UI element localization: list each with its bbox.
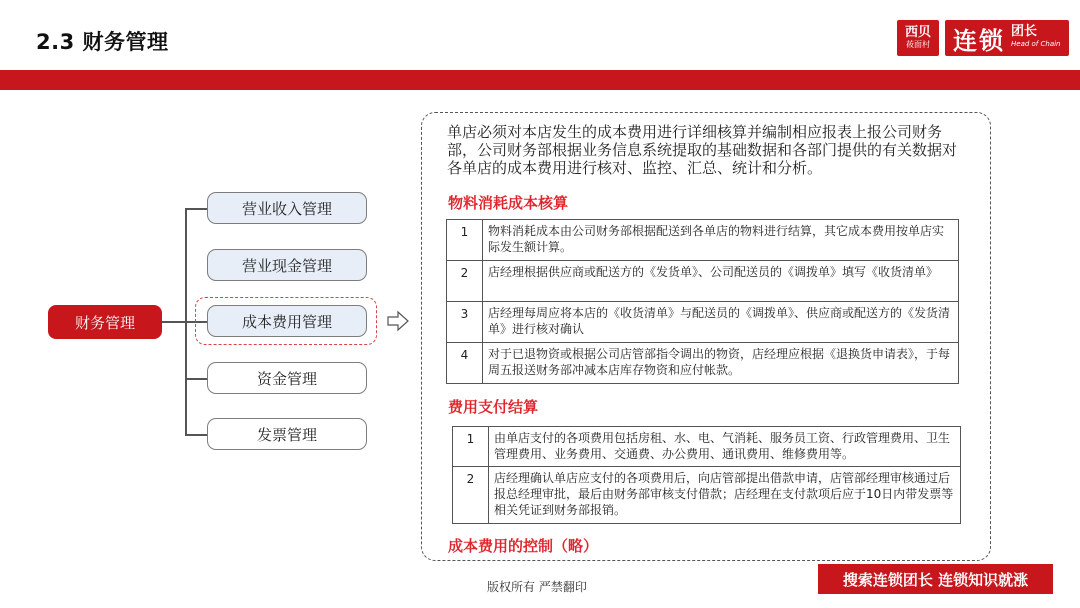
brand-logo [897,20,1069,56]
row-text: 物料消耗成本由公司财务部根据配送到各单店的物料进行结算，其它成本费用按单店实际发生额计算。 [483,220,959,261]
row-number: 1 [453,427,489,467]
connector-1 [185,208,207,210]
row-number: 2 [447,261,483,302]
tree-node-cash: 营业现金管理 [207,249,367,281]
table-row [447,343,959,384]
xibei-logo [897,20,939,56]
table-row [453,467,961,524]
section-title-material: 物料消耗成本核算 [448,194,569,212]
tree-node-cost: 成本费用管理 [207,305,367,337]
row-number: 4 [447,343,483,384]
slogan-banner: 搜索连锁团长 连锁知识就涨 [818,564,1053,594]
row-number: 1 [447,220,483,261]
logo-badge-bottom: 莜面村 [906,40,930,49]
section-title-control: 成本费用的控制（略） [448,537,599,555]
row-number: 3 [447,302,483,343]
payment-table [452,426,961,524]
connector-root [162,321,186,323]
material-table [446,219,959,384]
arrow-right-icon [386,309,410,333]
tree-root: 财务管理 [48,305,162,339]
header-red-bar [0,70,1080,90]
page-title: 2.3 财务管理 [36,30,169,54]
row-text: 店经理确认单店应支付的各项费用后，向店管部提出借款申请，店管部经理审核通过后报总经理审批，最后由财务部审核支付借款；店经理在支付款项后应于10日内带发票等相关凭证到财务部报销。 [489,467,961,524]
table-row [447,261,959,302]
connector-5 [185,434,207,436]
section-title-payment: 费用支付结算 [448,398,539,416]
row-text: 店经理根据供应商或配送方的《发货单》、公司配送员的《调拨单》填写《收货清单》 [483,261,959,302]
connector-4 [185,378,207,380]
row-number: 2 [453,467,489,524]
table-row [453,427,961,467]
chain-head-logo [945,20,1069,56]
row-text: 由单店支付的各项费用包括房租、水、电、气消耗、服务员工资、行政管理费用、卫生管理费用、业务费用、交通费、办公费用、通讯费用、维修费用等。 [489,427,961,467]
logo-badge-top: 西贝 [904,25,931,40]
logo-sub-text: Head of Chain [1011,40,1061,48]
row-text: 店经理每周应将本店的《收货清单》与配送员的《调拨单》、供应商或配送方的《发货清单》进行核对确认 [483,302,959,343]
tree-node-funds: 资金管理 [207,362,367,394]
table-row [447,302,959,343]
logo-side-text: 团长 [1011,24,1038,39]
copyright-text: 版权所有 严禁翻印 [487,580,587,594]
panel-intro: 单店必须对本店发生的成本费用进行详细核算并编制相应报表上报公司财务部，公司财务部根据业务信息系统提取的基础数据和各部门提供的有关数据对各单店的成本费用进行核对、监控、汇总、统计和分析。 [447,123,958,177]
tree-node-revenue: 营业收入管理 [207,192,367,224]
table-row [447,220,959,261]
logo-side [1011,26,1061,50]
row-text: 对于已退物资或根据公司店管部指令调出的物资，店经理应根据《退换货申请表》，于每周五报送财务部冲减本店库存物资和应付帐款。 [483,343,959,384]
logo-main-text: 连锁 [953,26,1005,55]
tree-node-invoice: 发票管理 [207,418,367,450]
